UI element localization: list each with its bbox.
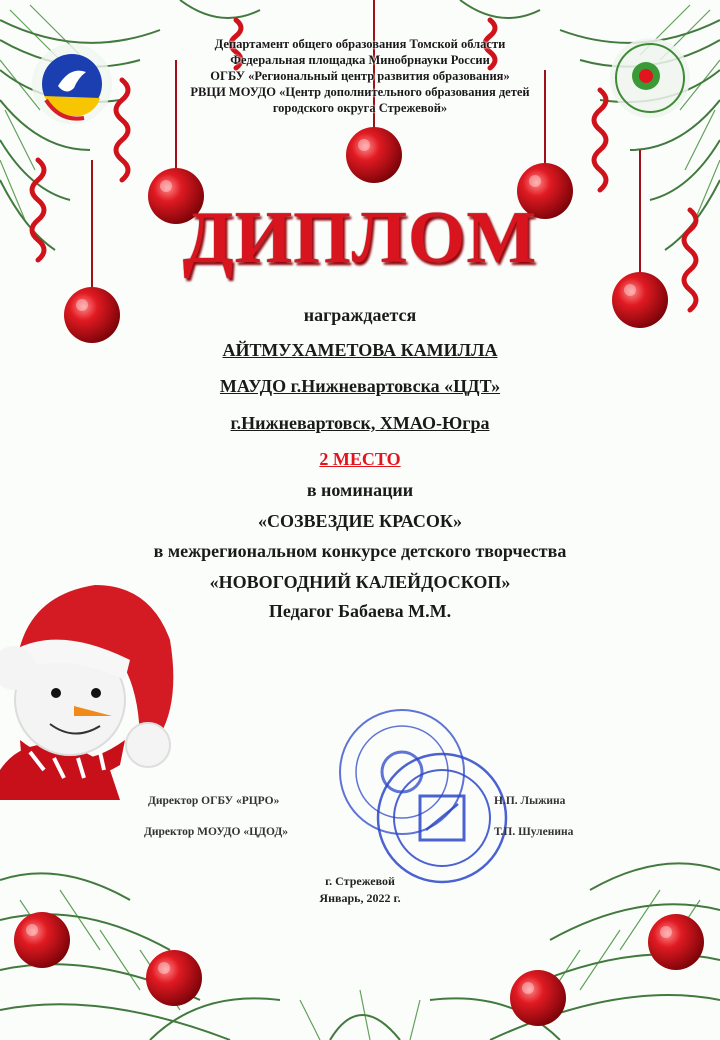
footer-city: г. Стрежевой <box>325 874 395 888</box>
header-line: ОГБУ «Региональный центр развития образования» <box>210 69 510 83</box>
nomination-label: в номинации <box>306 480 414 500</box>
pine-branches-bottom <box>0 863 720 1040</box>
recipient-name: АЙТМУХАМЕТОВА КАМИЛЛА <box>222 340 498 360</box>
director1-title: Директор ОГБУ «РЦРО» <box>148 795 280 807</box>
contest-description: в межрегиональном конкурсе детского творчества <box>153 541 567 561</box>
center-logo <box>610 38 690 118</box>
teacher-name: Педагог Бабаева М.М. <box>268 601 452 621</box>
header-line: Федеральная площадка Минобрнауки России <box>230 53 490 67</box>
awarded-label: награждается <box>303 305 417 325</box>
director2-title: Директор МОУДО «ЦДОД» <box>144 826 288 838</box>
recipient-organization: МАУДО г.Нижневартовска «ЦДТ» <box>219 376 501 396</box>
nomination-name: «СОЗВЕЗДИЕ КРАСОК» <box>258 511 462 531</box>
director1-name: Н.П. Лыжина <box>494 795 566 807</box>
recipient-city: г.Нижневартовск, ХМАО-Югра <box>230 413 490 433</box>
official-stamps <box>340 710 506 882</box>
header-line: городского округа Стрежевой» <box>272 101 448 115</box>
contest-name: «НОВОГОДНИЙ КАЛЕЙДОСКОП» <box>209 572 511 592</box>
award-place: 2 МЕСТО <box>319 449 401 469</box>
dove-logo <box>32 44 112 124</box>
director2-name: Т.П. Шуленина <box>494 826 574 838</box>
diploma-title: ДИПЛОМ <box>182 197 538 279</box>
footer-date: Январь, 2022 г. <box>319 891 401 905</box>
header-organizations <box>140 36 580 116</box>
header-line: РВЦИ МОУДО «Центр дополнительного образования детей <box>190 85 530 99</box>
header-line: Департамент общего образования Томской области <box>214 37 506 51</box>
